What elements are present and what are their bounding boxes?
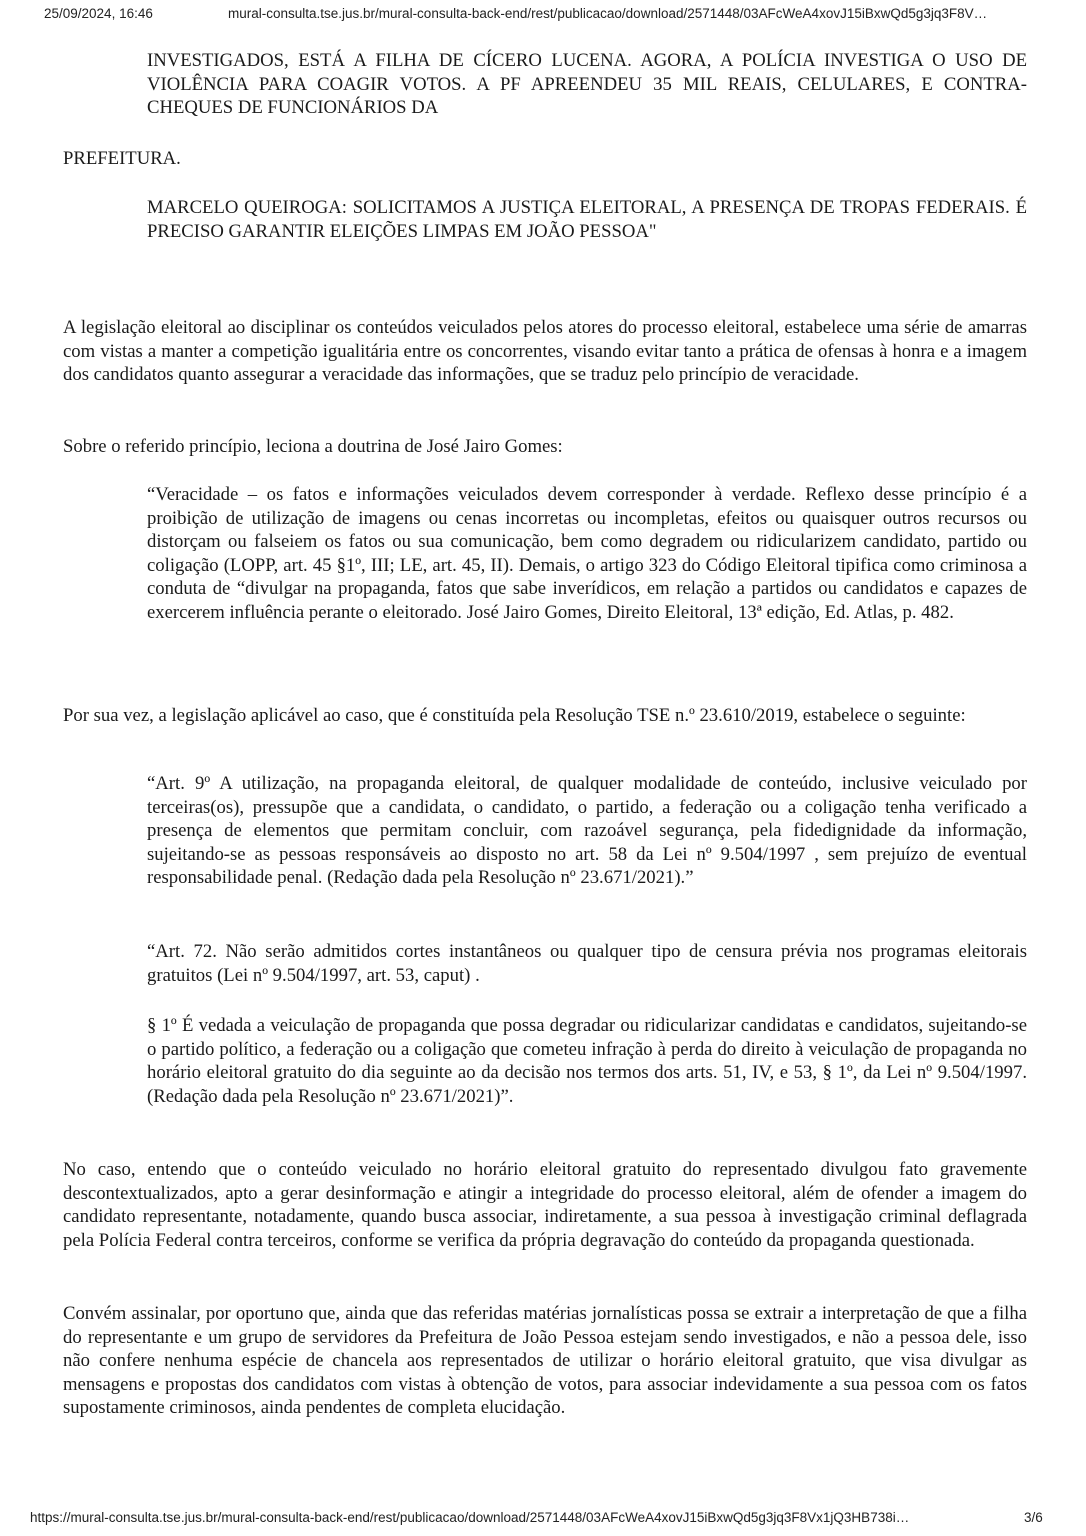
quote-intro: INVESTIGADOS, ESTÁ A FILHA DE CÍCERO LUCENA. AGORA, A POLÍCIA INVESTIGA O USO DE VIOLÊNCIA PARA COAGIR VOTOS. A PF APREENDEU 35 MIL REAIS, CELULARES, E CONTRA-CHEQUES DE FUNCIONÁRIOS DA (147, 50, 1027, 119)
paragraph-resolucao: Por sua vez, a legislação aplicável ao caso, que é constituída pela Resolução TSE n.º 23.610/2019, estabelece o seguinte: (63, 705, 966, 726)
paragraph-convem: Convém assinalar, por oportuno que, ainda que das referidas matérias jornalísticas possa se extrair a interpretação de que a filha do representante e um grupo de servidores da Prefeitura de João Pessoa estejam sendo investigados, e não a pessoa dele, isso não confere nenhuma espécie de chancela aos representados de utilizar o horário eleitoral gratuito, que visa divulgar as mensagens e propostas dos candidatos com vistas à obtenção de votos, para associar indevidamente a sua pessoa com os fatos supostamente criminosos, ainda pendentes de completa elucidação. (63, 1303, 1027, 1419)
page-number: 3/6 (1024, 1510, 1043, 1525)
quote-prefeitura: PREFEITURA. (63, 148, 181, 169)
quote-art72: “Art. 72. Não serão admitidos cortes instantâneos ou qualquer tipo de censura prévia nos programas eleitorais gratuitos (Lei nº 9.504/1997, art. 53, caput) . (147, 941, 1027, 986)
quote-paragraph-1: § 1º É vedada a veiculação de propaganda que possa degradar ou ridicularizar candidatas e candidatos, sujeitando-se o partido político, a federação ou a coligação que cometeu infração à perda do direito à veiculação de propaganda no horário eleitoral gratuito do dia seguinte ao da decisão nos termos dos arts. 51, IV, e 53, § 1º, da Lei nº 9.504/1997. (Redação dada pela Resolução nº 23.671/2021)”. (147, 1015, 1027, 1107)
paragraph-no-caso: No caso, entendo que o conteúdo veiculado no horário eleitoral gratuito do representado divulgou fato gravemente descontextualizados, apto a gerar desinformação e atingir a integridade do processo eleitoral, além de ofender a imagem do candidato representante, notadamente, quando busca associar, indiretamente, a sua pessoa à investigação criminal deflagrada pela Polícia Federal contra terceiros, conforme se verifica da própria degravação do conteúdo da propaganda questionada. (63, 1159, 1027, 1251)
quote-queiroga: MARCELO QUEIROGA: SOLICITAMOS A JUSTIÇA ELEITORAL, A PRESENÇA DE TROPAS FEDERAIS. É PRECISO GARANTIR ELEIÇÕES LIMPAS EM JOÃO PESSOA" (147, 197, 1027, 242)
print-header-url: mural-consulta.tse.jus.br/mural-consulta-back-end/rest/publicacao/download/2571448/03AFcWeA4xovJ15iBxwQd5g3jq3F8V… (228, 6, 988, 21)
paragraph-doutrina: Sobre o referido princípio, leciona a doutrina de José Jairo Gomes: (63, 436, 563, 457)
print-date: 25/09/2024, 16:46 (44, 6, 153, 21)
paragraph-legislacao: A legislação eleitoral ao disciplinar os conteúdos veiculados pelos atores do processo eleitoral, estabelece uma série de amarras com vistas a manter a competição igualitária entre os concorrentes, visando evitar tanto a prática de ofensas à honra e a imagem dos candidatos quanto assegurar a veracidade das informações, que se traduz pelo princípio de veracidade. (63, 317, 1027, 386)
quote-art9: “Art. 9º A utilização, na propaganda eleitoral, de qualquer modalidade de conteúdo, inclusive veiculado por terceiras(os), pressupõe que a candidata, o candidato, o partido, a federação ou a coligação tenha verificado a presença de elementos que permitam concluir, com razoável segurança, pela fidedignidade da informação, sujeitando-se as pessoas responsáveis ao disposto no art. 58 da Lei nº 9.504/1997 , sem prejuízo de eventual responsabilidade penal. (Redação dada pela Resolução nº 23.671/2021).” (147, 773, 1027, 889)
print-footer-url: https://mural-consulta.tse.jus.br/mural-consulta-back-end/rest/publicacao/download/2571448/03AFcWeA4xovJ15iBxwQd5g3jq3F8Vx1jQ3HB738i… (30, 1510, 910, 1525)
quote-veracidade: “Veracidade – os fatos e informações veiculados devem corresponder à verdade. Reflexo desse princípio é a proibição de utilização de imagens ou cenas incorretas ou incompletas, efeitos ou quaisquer outros recursos ou distorçam ou falseiem os fatos ou sua comunicação, bem como degradem ou ridicularizem candidato, partido ou coligação (LOPP, art. 45 §1º, III; LE, art. 45, II). Demais, o artigo 323 do Código Eleitoral tipifica como criminosa a conduta de “divulgar na propaganda, fatos que sabe inverídicos, em relação a partidos ou candidatos e capazes de exercerem influência perante o eleitorado. José Jairo Gomes, Direito Eleitoral, 13ª edição, Ed. Atlas, p. 482. (147, 484, 1027, 623)
